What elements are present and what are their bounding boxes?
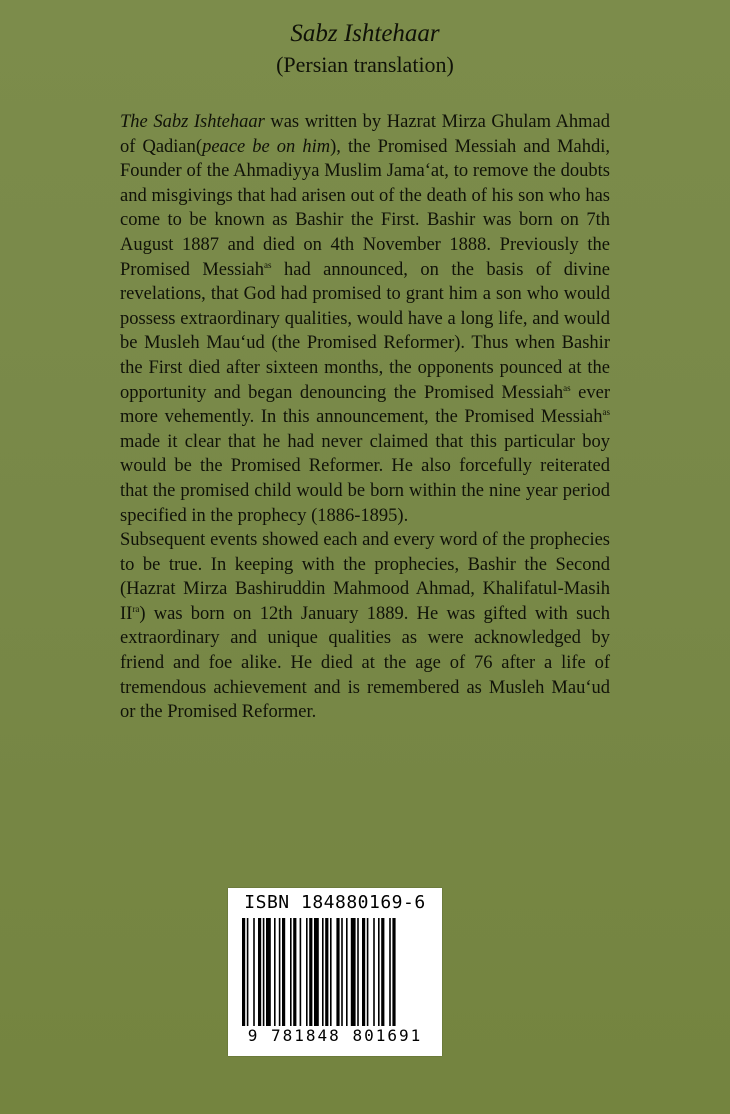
- barcode-bar: [258, 918, 261, 1026]
- barcode-bar: [247, 918, 249, 1026]
- barcode-bar: [373, 918, 375, 1026]
- barcode-digits: 9 781848 801691: [247, 1026, 423, 1045]
- blurb-lead-title: The Sabz Ishtehaar: [120, 112, 265, 132]
- book-subtitle: (Persian translation): [276, 52, 454, 77]
- barcode-bar: [279, 918, 281, 1026]
- barcode-bar: [389, 918, 391, 1026]
- barcode-bar: [290, 918, 292, 1026]
- barcode-bar: [378, 918, 380, 1026]
- barcode-bar: [351, 918, 356, 1026]
- barcode-bars: [242, 918, 430, 1026]
- honorific-superscript: ra: [132, 603, 140, 614]
- blurb-paragraph-1: [120, 110, 610, 528]
- blurb: [120, 110, 610, 725]
- barcode-bar: [314, 918, 319, 1026]
- barcode-bar: [242, 918, 245, 1026]
- honorific-superscript: as: [563, 382, 571, 393]
- barcode-bar: [263, 918, 265, 1026]
- honorific-superscript: as: [264, 259, 272, 270]
- isbn-barcode: [228, 888, 442, 1056]
- barcode-bar: [306, 918, 308, 1026]
- barcode-bar: [381, 918, 384, 1026]
- blurb-text: ), the Promised Messiah and Mahdi, Founder of the Ahmadiyya Muslim Jama‘at, to remove the doubts and misgivings that had arisen out of the death of his son who has come to be known as Bashir the First. Bashir was born on 7th August 1887 and died on 4th November 1888. Previously the Promised Messiah: [120, 136, 610, 280]
- barcode-bar: [330, 918, 332, 1026]
- barcode-bar: [362, 918, 365, 1026]
- barcode-bar: [367, 918, 369, 1026]
- blurb-text: had announced, on the basis of divine revelations, that God had promised to grant him a son who would possess extraordinary qualities, would have a long life, and would be Musleh Mau‘ud (the Promised Reformer). Thus when Bashir the First died after sixteen months, the opponents pounced at the opportunity and began denouncing the Promised Messiah: [120, 259, 610, 403]
- blurb-paragraph-2: [120, 528, 610, 725]
- barcode-bar: [357, 918, 359, 1026]
- barcode-bar: [253, 918, 255, 1026]
- barcode-bar: [336, 918, 339, 1026]
- honorific-superscript: as: [602, 407, 610, 418]
- book-title: Sabz Ishtehaar: [290, 20, 440, 47]
- barcode-bar: [293, 918, 296, 1026]
- barcode-bar: [341, 918, 343, 1026]
- barcode-bar: [266, 918, 271, 1026]
- barcode-bar: [282, 918, 285, 1026]
- blurb-text: made it clear that he had never claimed that this particular boy would be the Promised Reformer. He also forcefully reiterated that the promised child would be born within the nine year period specified in the prophecy (1886-1895).: [120, 431, 610, 526]
- barcode-bar: [309, 918, 312, 1026]
- barcode-bar: [346, 918, 348, 1026]
- barcode-bar: [392, 918, 395, 1026]
- barcode-bar: [300, 918, 302, 1026]
- blurb-text: Subsequent events showed each and every word of the prophecies to be true. In keeping with the prophecies, Bashir the Second (Hazrat Mirza Bashiruddin Mahmood Ahmad, Khalifatul-Masih II: [120, 530, 610, 624]
- blurb-text: ever more vehemently. In this announcement, the Promised Messiah: [120, 382, 610, 428]
- isbn-label: ISBN 184880169-6: [244, 892, 426, 913]
- blurb-text: ) was born on 12th January 1889. He was gifted with such extraordinary and unique qualities as were acknowledged by friend and foe alike. He died at the age of 76 after a life of tremendous achievement and is remembered as Musleh Mau‘ud or the Promised Reformer.: [120, 603, 610, 723]
- blurb-text: was written by Hazrat Mirza Ghulam Ahmad of Qadian(: [120, 112, 610, 157]
- barcode-bar: [322, 918, 324, 1026]
- blurb-honorific: peace be on him: [202, 136, 331, 157]
- barcode-bar: [325, 918, 328, 1026]
- barcode-bar: [274, 918, 276, 1026]
